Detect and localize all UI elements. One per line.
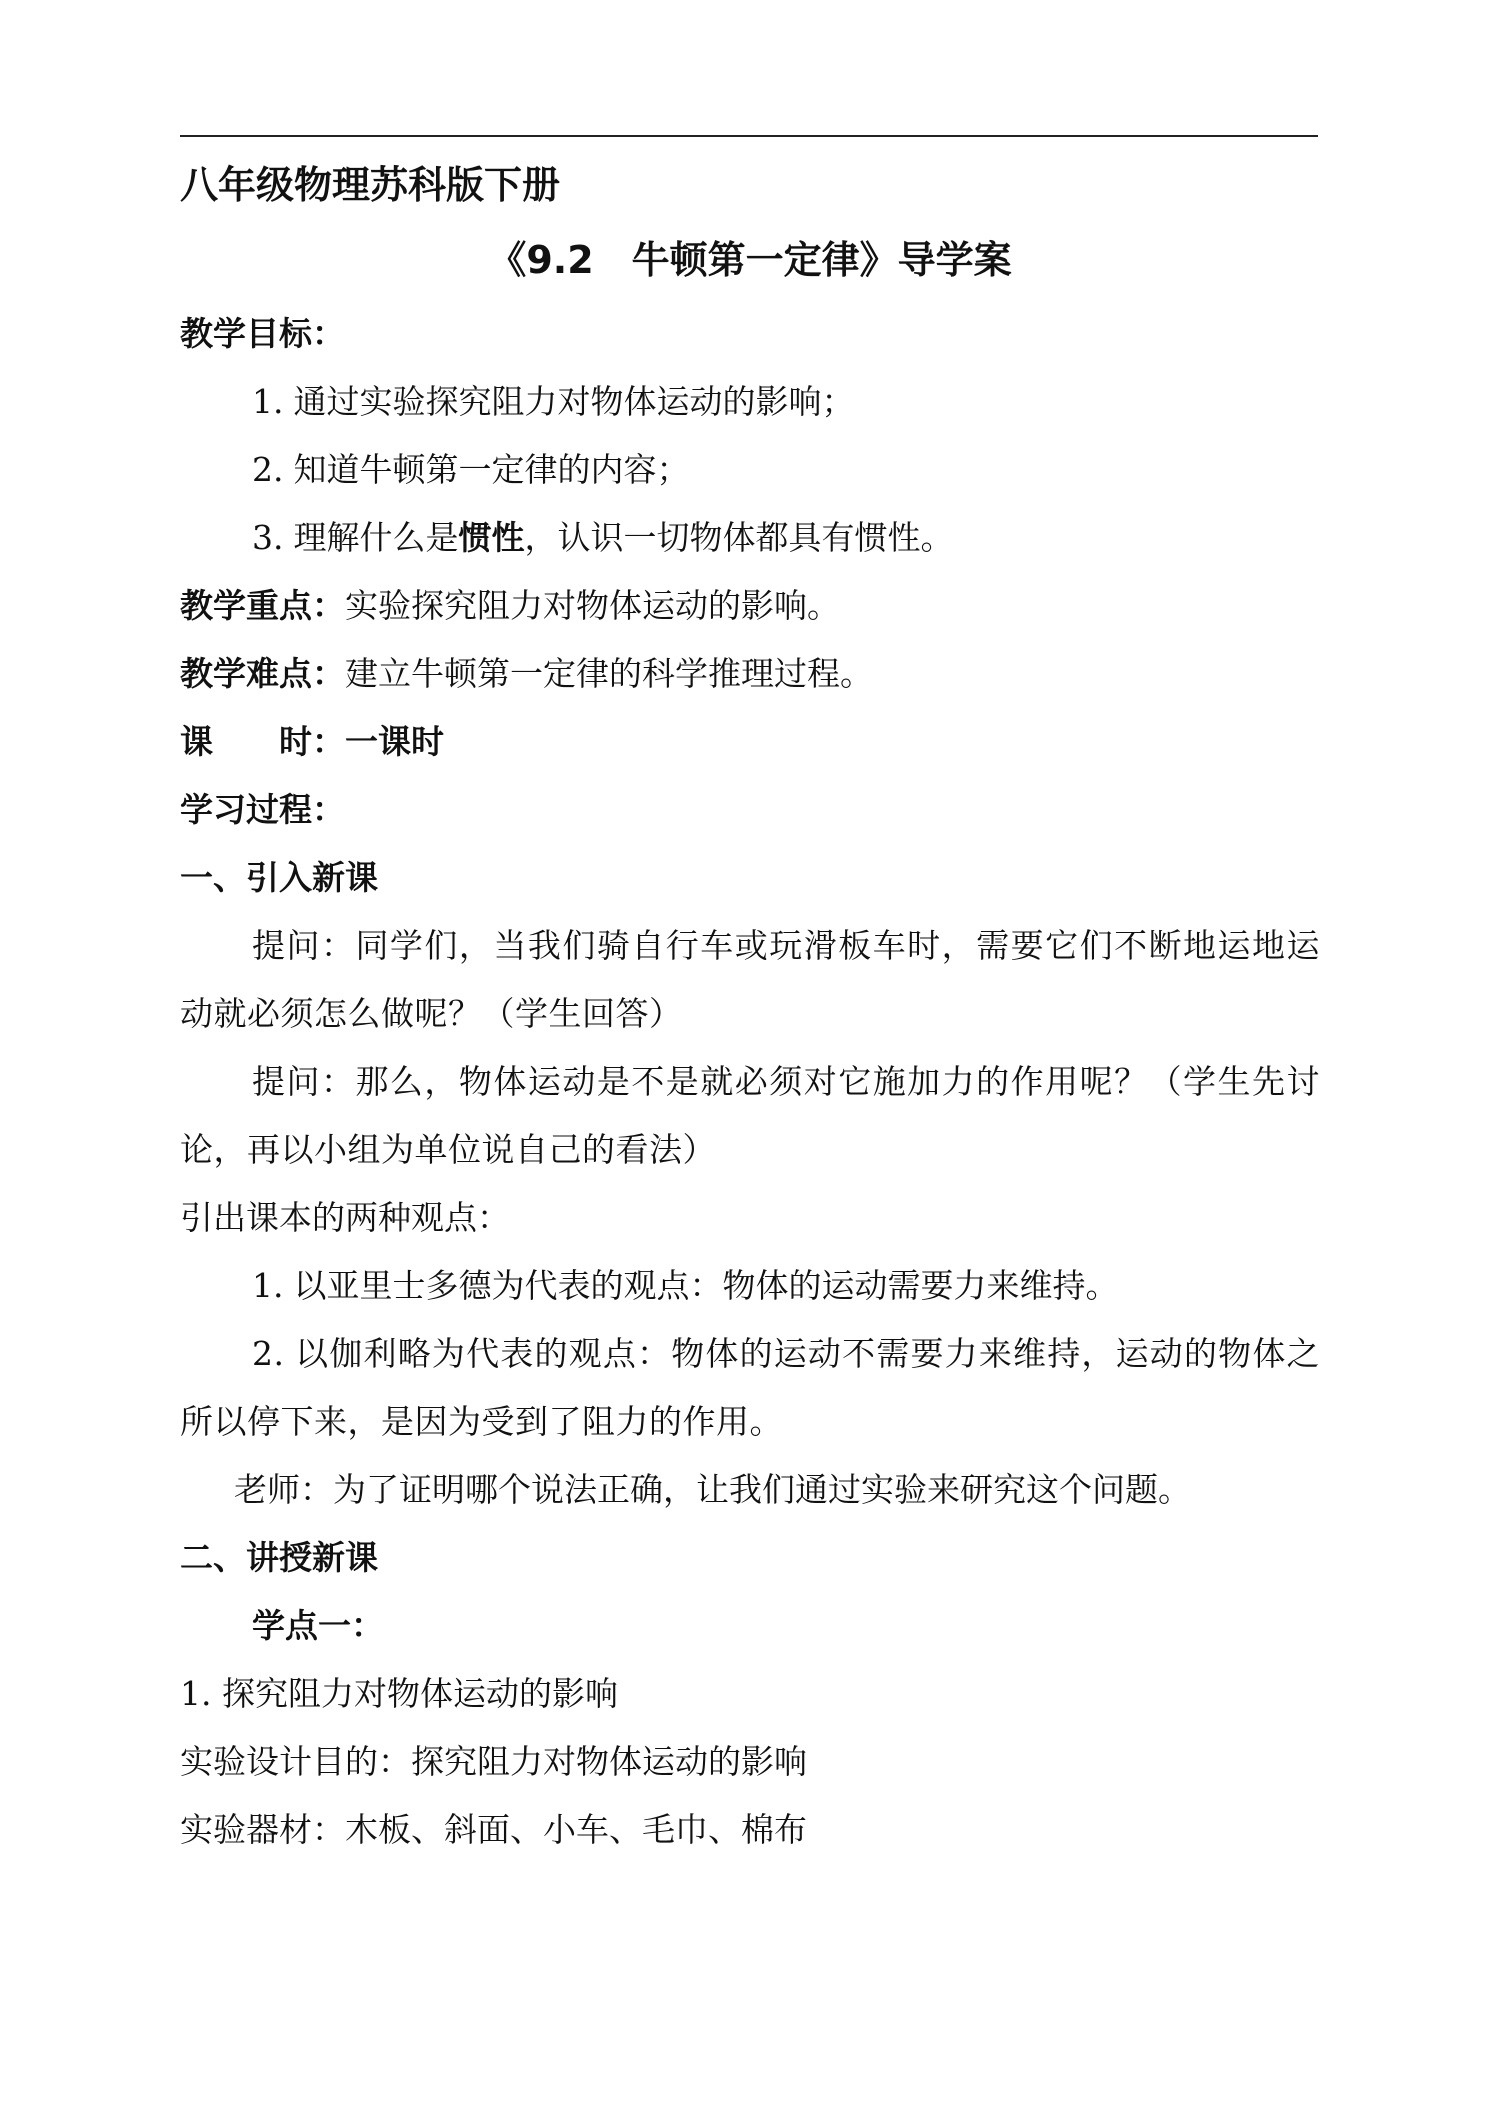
objective-item [180, 504, 1320, 572]
objective-num: 3. [252, 518, 284, 557]
question-2: 提问：那么，物体运动是不是就必须对它施加力的作用呢？（学生先讨论，再以小组为单位说自己的看法） [180, 1062, 1320, 1169]
key-point-label: 教学重点： [180, 586, 345, 625]
lead-line: 引出课本的两种观点： [180, 1198, 510, 1237]
view-item [180, 1320, 1320, 1456]
period-text: 一课时 [345, 722, 444, 761]
view-item [180, 1252, 1320, 1320]
objective-text-after: ，认识一切物体都具有惯性。 [524, 518, 954, 557]
process-label: 学习过程： [180, 790, 345, 829]
section2-heading [180, 1524, 1320, 1592]
section1-heading-text: 一、引入新课 [180, 858, 378, 897]
header-rule [180, 135, 1318, 137]
teacher-line: 老师：为了证明哪个说法正确，让我们通过实验来研究这个问题。 [234, 1470, 1191, 1509]
key-point-text: 实验探究阻力对物体运动的影响。 [345, 586, 840, 625]
period-label: 课 时： [180, 722, 345, 761]
point-label-line [180, 1592, 1320, 1660]
objectives-label-text: 教学目标： [180, 314, 345, 353]
view-text: 以伽利略为代表的观点：物体的运动不需要力来维持，运动的物体之所以停下来，是因为受到了阻力的作用。 [180, 1334, 1320, 1441]
objective-text: 通过实验探究阻力对物体运动的影响； [293, 382, 855, 421]
objectives-label [180, 300, 1320, 368]
point-label: 学点一： [252, 1606, 384, 1645]
objective-num: 2. [252, 450, 284, 489]
difficulty-line [180, 640, 1320, 708]
objective-num: 1. [252, 382, 284, 421]
question-1: 提问：同学们，当我们骑自行车或玩滑板车时，需要它们不断地运地运动就必须怎么做呢？（学生回答） [180, 926, 1320, 1033]
section2-item: 1. 探究阻力对物体运动的影响 [180, 1674, 618, 1713]
document-title: 《9.2 牛顿第一定律》导学案 [488, 238, 1012, 282]
difficulty-text: 建立牛顿第一定律的科学推理过程。 [345, 654, 873, 693]
objective-text: 知道牛顿第一定律的内容； [293, 450, 690, 489]
objective-emphasis: 惯性 [458, 518, 525, 557]
document-content [180, 150, 1320, 1864]
section1-heading [180, 844, 1320, 912]
period-line [180, 708, 1320, 776]
section2-heading-text: 二、讲授新课 [180, 1538, 378, 1577]
objective-item [180, 368, 1320, 436]
difficulty-label: 教学难点： [180, 654, 345, 693]
experiment-materials: 实验器材：木板、斜面、小车、毛巾、棉布 [180, 1810, 807, 1849]
view-num: 1. [252, 1266, 284, 1305]
view-num: 2. [252, 1334, 285, 1373]
objective-item [180, 436, 1320, 504]
view-text: 以亚里士多德为代表的观点：物体的运动需要力来维持。 [293, 1266, 1119, 1305]
process-line [180, 776, 1320, 844]
course-header: 八年级物理苏科版下册 [180, 163, 561, 207]
experiment-purpose: 实验设计目的：探究阻力对物体运动的影响 [180, 1742, 807, 1781]
objective-text-before: 理解什么是 [293, 518, 459, 557]
key-point-line [180, 572, 1320, 640]
